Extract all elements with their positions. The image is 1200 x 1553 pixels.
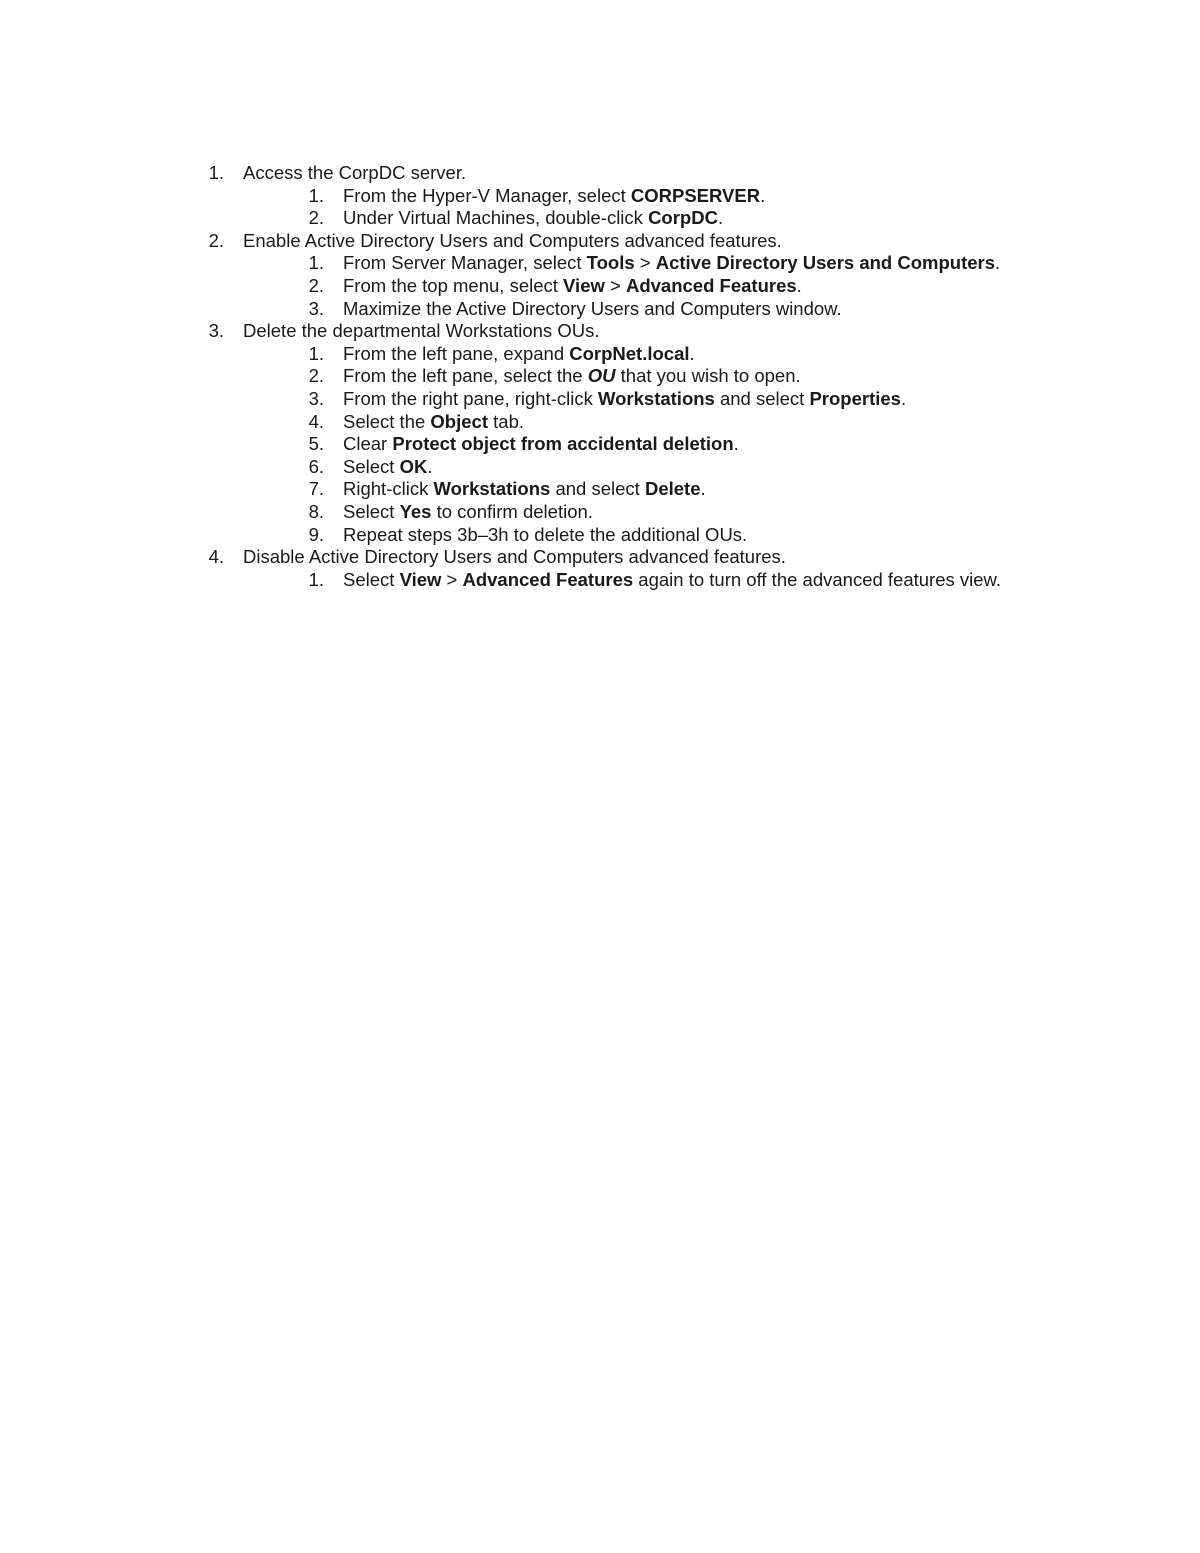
instruction-list <box>0 162 1200 591</box>
emphasis-text: Object <box>430 410 488 432</box>
step-number: 2. <box>308 274 324 296</box>
step-text <box>343 411 524 434</box>
step-number: 1. <box>208 162 224 183</box>
emphasis-text: OU <box>587 365 616 387</box>
step-text <box>343 388 906 411</box>
plain-text: From the top menu, select <box>343 274 564 296</box>
step-item <box>0 162 1200 185</box>
emphasis-text: CorpNet.local <box>569 342 690 364</box>
step-number: 8. <box>308 500 324 522</box>
substep-item <box>0 501 1200 524</box>
substep-item <box>0 524 1200 547</box>
plain-text: to confirm deletion. <box>431 500 593 522</box>
plain-text: and select <box>550 478 645 500</box>
emphasis-text: Workstations <box>433 478 551 500</box>
substep-item <box>0 252 1200 275</box>
plain-text: From the left pane, select the <box>343 365 588 387</box>
plain-text: Maximize the Active Directory Users and Computers window. <box>343 297 842 319</box>
step-number: 4. <box>208 546 224 568</box>
step-text <box>343 433 739 456</box>
plain-text: Under Virtual Machines, double-click <box>343 207 649 229</box>
plain-text: Select the <box>343 410 431 432</box>
step-text <box>243 546 786 569</box>
substep-item <box>0 185 1200 208</box>
plain-text: Select <box>343 568 400 590</box>
step-text <box>243 320 599 343</box>
plain-text: and select <box>714 387 810 409</box>
step-number: 9. <box>308 523 324 545</box>
plain-text: . <box>733 433 739 455</box>
substep-item <box>0 433 1200 456</box>
step-text <box>343 275 802 298</box>
emphasis-text: Tools <box>586 252 635 274</box>
substep-item <box>0 365 1200 388</box>
emphasis-text: Protect object from accidental deletion <box>392 433 734 455</box>
step-number: 7. <box>308 478 324 500</box>
step-text <box>343 569 1001 592</box>
step-text <box>343 365 801 388</box>
emphasis-text: Properties <box>809 387 901 409</box>
plain-text: > <box>604 274 626 296</box>
substep-item <box>0 275 1200 298</box>
emphasis-text: Delete <box>644 478 701 500</box>
step-number: 2. <box>208 229 224 251</box>
step-text <box>343 252 1000 275</box>
plain-text: > <box>441 568 463 590</box>
plain-text: Enable Active Directory Users and Computers advanced features. <box>243 229 782 251</box>
substep-item <box>0 207 1200 230</box>
plain-text: . <box>995 252 1001 274</box>
plain-text: From the right pane, right-click <box>343 387 598 409</box>
substep-item <box>0 343 1200 366</box>
step-number: 3. <box>208 320 224 342</box>
emphasis-text: CORPSERVER <box>630 184 761 206</box>
plain-text: > <box>634 252 656 274</box>
step-text <box>343 478 706 501</box>
substep-item <box>0 569 1200 592</box>
plain-text: that you wish to open. <box>615 365 801 387</box>
step-number: 1. <box>308 342 324 364</box>
plain-text: tab. <box>488 410 524 432</box>
plain-text: . <box>689 342 695 364</box>
emphasis-wrapper <box>588 365 616 386</box>
substep-item <box>0 388 1200 411</box>
plain-text: Disable Active Directory Users and Computers advanced features. <box>243 546 786 568</box>
emphasis-text: Advanced Features <box>462 568 634 590</box>
step-number: 1. <box>308 184 324 206</box>
substep-item <box>0 298 1200 321</box>
step-number: 6. <box>308 455 324 477</box>
step-item <box>0 320 1200 343</box>
plain-text: . <box>427 455 433 477</box>
emphasis-text: Active Directory Users and Computers <box>655 252 996 274</box>
substep-item <box>0 478 1200 501</box>
plain-text: Clear <box>343 433 393 455</box>
plain-text: Delete the departmental Workstations OUs. <box>243 320 600 342</box>
step-text <box>343 298 842 321</box>
step-number: 1. <box>308 252 324 274</box>
emphasis-text: CorpDC <box>648 207 718 229</box>
emphasis-text: View <box>399 568 442 590</box>
plain-text: . <box>760 184 766 206</box>
step-text <box>343 524 747 547</box>
plain-text: . <box>717 207 724 229</box>
plain-text: From the Hyper-V Manager, select <box>343 184 631 206</box>
plain-text: Select <box>343 455 400 477</box>
plain-text: again to turn off the advanced features view. <box>633 568 1002 590</box>
step-number: 2. <box>308 207 324 229</box>
substep-item <box>0 411 1200 434</box>
plain-text: From Server Manager, select <box>343 252 587 274</box>
plain-text: . <box>700 478 706 500</box>
step-number: 3. <box>308 387 324 409</box>
emphasis-text: Advanced Features <box>625 274 797 296</box>
step-number: 5. <box>308 433 324 455</box>
emphasis-text: Yes <box>399 500 432 522</box>
step-text <box>343 501 593 524</box>
step-text <box>343 207 723 230</box>
step-text <box>243 162 466 185</box>
plain-text: Right-click <box>343 478 434 500</box>
step-number: 2. <box>308 365 324 387</box>
step-text <box>343 456 432 479</box>
step-number: 3. <box>308 297 324 319</box>
plain-text: Repeat steps 3b–3h to delete the additional OUs. <box>343 523 748 545</box>
step-text <box>243 230 782 253</box>
substep-item <box>0 456 1200 479</box>
plain-text: Access the CorpDC server. <box>243 162 467 183</box>
emphasis-text: View <box>563 274 605 296</box>
step-number: 4. <box>308 410 324 432</box>
step-number: 1. <box>308 568 324 590</box>
plain-text: Select <box>343 500 400 522</box>
step-item <box>0 546 1200 569</box>
plain-text: . <box>900 387 907 409</box>
step-item <box>0 230 1200 253</box>
step-text <box>343 185 765 208</box>
step-text <box>343 343 695 366</box>
emphasis-text: OK <box>399 455 428 477</box>
emphasis-text: Workstations <box>597 387 715 409</box>
plain-text: . <box>796 274 802 296</box>
plain-text: From the left pane, expand <box>343 342 570 364</box>
